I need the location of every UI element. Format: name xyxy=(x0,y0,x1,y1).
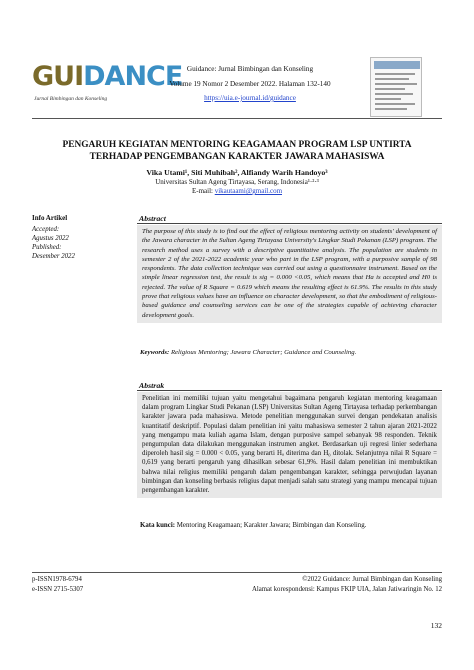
article-title xyxy=(40,139,434,163)
page-number: 132 xyxy=(430,621,442,630)
correspondence-address: Alamat korespondensi: Kampus FKIP UIA, Jalan Jatiwaringin No. 12 xyxy=(251,585,442,593)
eissn: e-ISSN 2715-5307 xyxy=(32,585,84,593)
issn-block xyxy=(32,575,172,594)
accepted-date: Agustus 2022 xyxy=(32,235,69,242)
email-link[interactable]: vikautaami@gmail.com xyxy=(214,187,283,195)
logo-tagline: Jurnal Bimbingan dan Konseling xyxy=(34,96,108,102)
cover-line xyxy=(375,78,409,80)
cover-line xyxy=(375,83,417,85)
volume-line: Volume 19 Nomor 2 Desember 2022. Halaman 132-140 xyxy=(169,79,331,88)
email-line xyxy=(40,187,434,196)
keywords-label: Keywords: xyxy=(140,349,170,356)
cover-line xyxy=(375,73,415,75)
published-date: Desember 2022 xyxy=(32,253,75,260)
cover-line xyxy=(375,93,413,95)
copyright: ©2022 Guidance: Jurnal Bimbingan dan Konseling xyxy=(302,576,442,583)
logo-part-b: DANCE xyxy=(83,61,183,92)
keywords-id xyxy=(140,521,440,530)
cover-band xyxy=(374,61,420,69)
footer-right xyxy=(200,575,442,594)
abstrak-rule xyxy=(137,390,442,391)
journal-url-link[interactable]: https://uia.e-journal.id/guidance xyxy=(204,94,296,102)
accepted-label: Accepted: xyxy=(32,226,60,233)
affiliation: Universitas Sultan Ageng Tirtayasa, Serang, Indonesia¹·²·³ xyxy=(155,178,319,186)
cover-line xyxy=(375,88,405,90)
email-label: E-mail: xyxy=(191,187,215,195)
authors: Vika Utami¹, Siti Muhibah², Alfiandy Warih Handoyo³ xyxy=(146,168,328,177)
abstract-heading: Abstract xyxy=(139,214,166,223)
journal-logo xyxy=(32,60,183,112)
abstract-id-box xyxy=(137,392,442,498)
cover-line xyxy=(375,108,407,110)
journal-header xyxy=(0,0,474,118)
abstract-en-text: The purpose of this study is to find out the effect of religious mentoring activity on students' development of the Jawara character in the Sultan Ageng Tirtayasa University's Lingkar Studi Pekanan (LSP) program. The research method uses a survey with a descriptive quantitative analysis. The population are students in semester 2 of the 2021-2022 academic year who part in the LSP program, with a purposive sample of 98 respondents. The data collection technique was carried out using a questionnaire instrument. Based on the simple linear regression test, the result is sig = 0.000 <0.05, which means that Ha is accepted and H0 is rejected. The value of R Square = 0.619 which means the resulting effect is 61.9%. The results in this study prove that religious values have an influence on character development, so that the embodiment of religious-based guidance and counseling services can be one of the strategies capable of achieving character development goals. xyxy=(142,228,437,319)
abstract-en-box xyxy=(137,225,442,323)
journal-cover-thumbnail xyxy=(370,57,422,117)
logo-part-a: GUI xyxy=(32,61,84,92)
abstract-id-text: Penelitian ini memiliki tujuan yaitu mengetahui bagaimana pengaruh kegiatan mentoring keagamaan dalam program Lingkar Studi Pekanan (LSP) Universitas Sultan Ageng Tirtayasa terhadap perkembangan karakter jawara pada mahasiswa. Metode penelitian menggunakan survei dengan pendekatan analisis kuantitatif deskriptif. Populasi dalam penelitian ini yaitu mahasiswa semester 2 tahun ajaran 2021-2022 yang mengampu mata kuliah agama Islam, dengan purposive sampel sebanyak 98 responden. Teknik pengumpulan data dilakukan menggunakan instrumen angket. Berdasarkan uji regresi linier sederhana diperoleh hasil sig = 0.000 < 0.05, yang berarti Hₐ diterima dan H₀ ditolak. Selanjutnya nilai R Square = 0,619 yang berarti pengaruh yang dihasilkan sebesar 61,9%. Hasil dalam penelitian ini membuktikan bahwa nilai religius memiliki pengaruh dalam pengembangan karakter, sehingga perwujudan layanan bimbingan dan konseling berbasis religius dapat menjadi salah satu strategi yang mampu mencapai tujuan pengembangan karakter. xyxy=(142,395,437,495)
header-rule xyxy=(32,118,442,119)
cover-line xyxy=(375,98,401,100)
info-heading: Info Artikel xyxy=(32,214,68,222)
abstrak-heading: Abstrak xyxy=(139,381,165,390)
keywords-value: Religious Mentoring; Jawara Character; Guidance and Counseling. xyxy=(170,349,357,356)
footer-rule xyxy=(32,572,442,573)
title-line-1: PENGARUH KEGIATAN MENTORING KEAGAMAAN PROGRAM LSP UNTIRTA xyxy=(62,140,412,150)
published-label: Published: xyxy=(32,244,62,251)
title-line-2: TERHADAP PENGEMBANGAN KARAKTER JAWARA MAHASISWA xyxy=(89,152,385,162)
keywords-en xyxy=(140,348,440,357)
journal-name: Guidance: Jurnal Bimbingan dan Konseling xyxy=(186,65,314,73)
pissn: p-ISSN1978-6794 xyxy=(32,576,82,583)
abstract-rule xyxy=(137,223,442,224)
kata-kunci-value: Mentoring Keagamaan; Karakter Jawara; Bimbingan dan Konseling. xyxy=(176,522,367,529)
journal-info xyxy=(140,64,360,104)
kata-kunci-label: Kata kunci: xyxy=(140,522,176,529)
article-info xyxy=(32,214,122,261)
cover-line xyxy=(375,103,415,105)
